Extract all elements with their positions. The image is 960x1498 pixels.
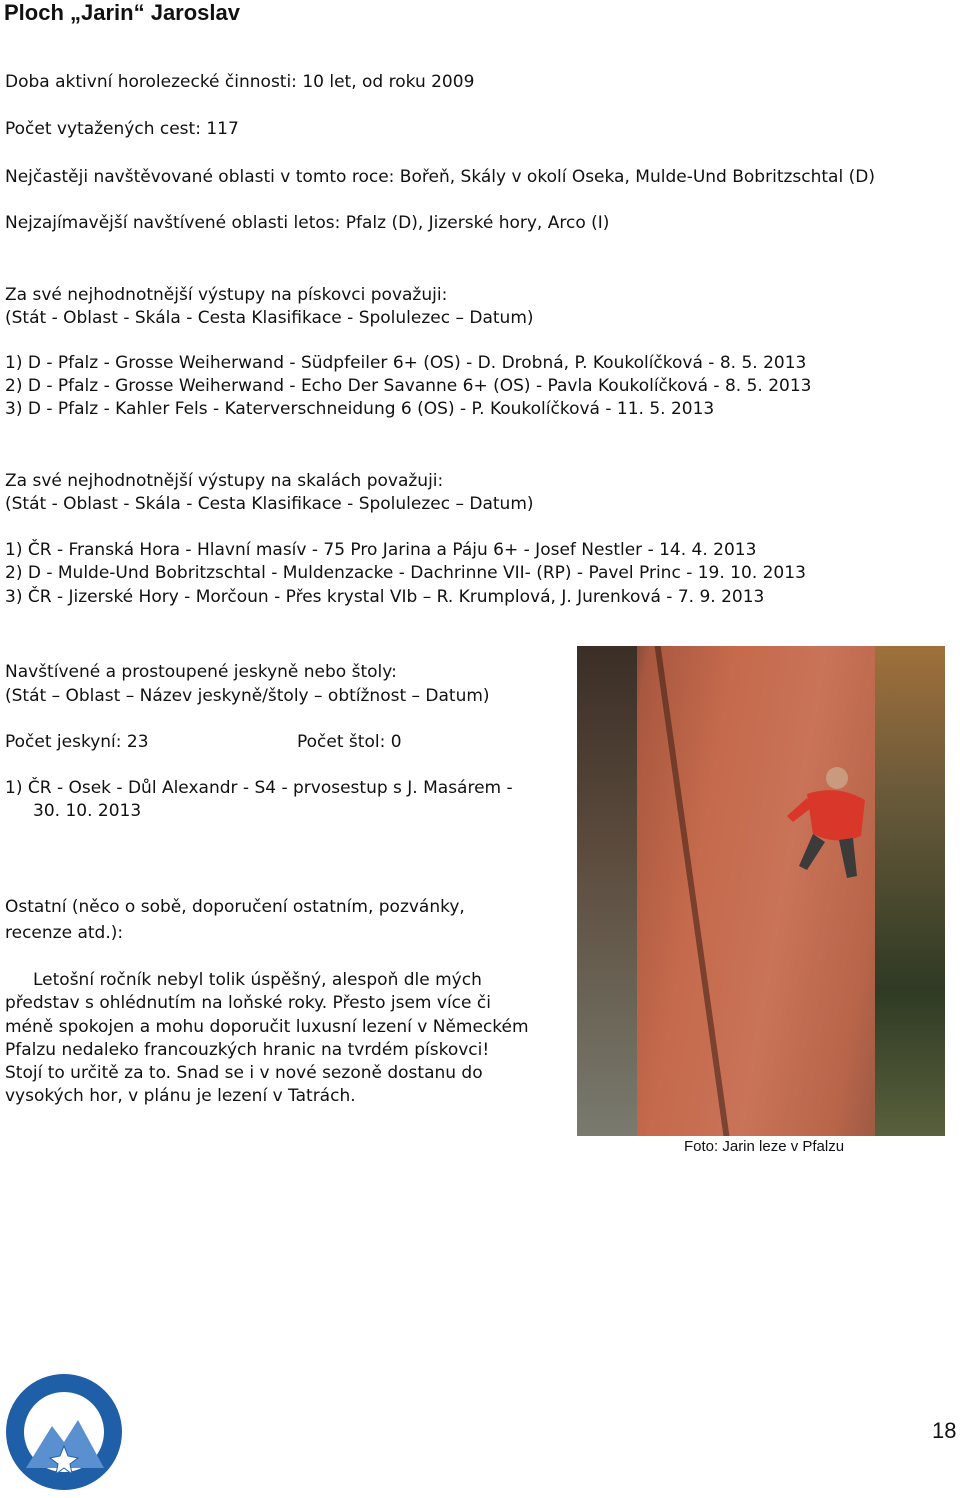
cave-count: Počet jeskyní: 23 [5,732,149,752]
cave-item: 1) ČR - Osek - Důl Alexandr - S4 - prvosestup s J. Masárem - [5,778,513,798]
other-text-line: Stojí to určitě za to. Snad se i v nové sezoně dostanu do [5,1063,483,1083]
photo-shadow-left [577,646,637,1136]
rocks-item: 2) D - Mulde-Und Bobritzschtal - Muldenzacke - Dachrinne VII- (RP) - Pavel Princ - 19. 10. 2013 [5,563,806,583]
interesting-areas: Nejzajímavější navštívené oblasti letos: Pfalz (D), Jizerské hory, Arco (I) [5,213,610,233]
photo-vegetation-right [875,646,945,1136]
mine-count: Počet štol: 0 [297,732,402,752]
sandstone-item: 3) D - Pfalz - Kahler Fels - Katerverschneidung 6 (OS) - P. Koukolíčková - 11. 5. 2013 [5,399,715,419]
caves-heading: Navštívené a prostoupené jeskyně nebo štoly: [5,662,397,682]
rocks-heading: Za své nejhodnotnější výstupy na skalách považuji: [5,471,444,491]
other-heading: Ostatní (něco o sobě, doporučení ostatním, pozvánky, [5,897,465,917]
page-title: Ploch „Jarin“ Jaroslav [4,0,240,25]
other-text-line: vysokých hor, v plánu je lezení v Tatrách. [5,1086,356,1106]
rocks-item: 3) ČR - Jizerské Hory - Morčoun - Přes krystal VIb – R. Krumplová, J. Jurenková - 7. 9. 2013 [5,587,765,607]
club-logo [4,1372,124,1492]
cave-item-date: 30. 10. 2013 [33,801,142,821]
sandstone-format: (Stát - Oblast - Skála - Cesta Klasifikace - Spolulezec – Datum) [5,308,534,328]
caves-format: (Stát – Oblast – Název jeskyně/štoly – obtížnost – Datum) [5,686,490,706]
other-text-line: Pfalzu nedaleko francouzkých hranic na tvrdém pískovci! [5,1040,490,1060]
climber-figure [777,766,872,886]
rock-crack [655,646,730,1136]
rocks-format: (Stát - Oblast - Skála - Cesta Klasifikace - Spolulezec – Datum) [5,494,534,514]
photo-caption: Foto: Jarin leze v Pfalzu [684,1138,845,1155]
page-number: 18 [932,1418,957,1443]
sandstone-heading: Za své nejhodnotnější výstupy na pískovci považuji: [5,285,448,305]
other-text-line: méně spokojen a mohu doporučit luxusní lezení v Německém [5,1017,529,1037]
rocks-item: 1) ČR - Franská Hora - Hlavní masív - 75 Pro Jarina a Páju 6+ - Josef Nestler - 14. 4. 2013 [5,540,757,560]
other-heading: recenze atd.): [5,923,124,943]
route-count: Počet vytažených cest: 117 [5,119,239,139]
activity-duration: Doba aktivní horolezecké činnosti: 10 let, od roku 2009 [5,72,475,92]
other-text-line: představ s ohlédnutím na loňské roky. Přesto jsem více či [5,993,491,1013]
climbing-photo [577,646,945,1136]
club-logo-emblem [4,1372,124,1492]
frequent-areas: Nejčastěji navštěvované oblasti v tomto roce: Bořeň, Skály v okolí Oseka, Mulde-Und Bobritzschtal (D) [5,167,875,187]
sandstone-item: 2) D - Pfalz - Grosse Weiherwand - Echo Der Savanne 6+ (OS) - Pavla Koukolíčková - 8. 5. 2013 [5,376,812,396]
sandstone-item: 1) D - Pfalz - Grosse Weiherwand - Südpfeiler 6+ (OS) - D. Drobná, P. Koukolíčková - 8. 5. 2013 [5,353,807,373]
other-text-line: Letošní ročník nebyl tolik úspěšný, alespoň dle mých [33,970,482,990]
